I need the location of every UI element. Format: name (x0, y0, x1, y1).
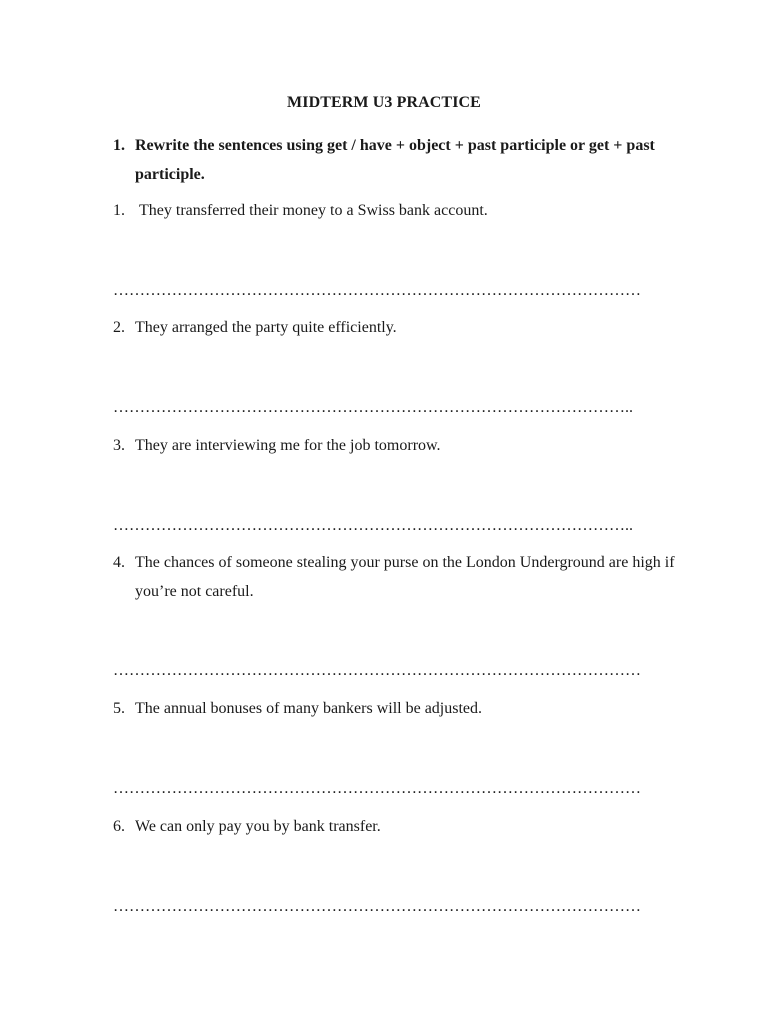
exercise-item-3 (113, 431, 693, 460)
item-number: 6. (113, 818, 125, 835)
answer-line-6[interactable]: ……………………………………………………………………………………… (113, 898, 641, 915)
item-sentence: They are interviewing me for the job tomorrow. (135, 437, 441, 454)
exercise-item-2 (113, 313, 693, 342)
item-sentence: They transferred their money to a Swiss bank account. (139, 202, 488, 219)
item-number: 1. (113, 202, 125, 219)
exercise-item-6 (113, 812, 693, 841)
instruction-text: Rewrite the sentences using get / have + object + past participle or get + past participle. (135, 137, 655, 183)
item-sentence: The annual bonuses of many bankers will be adjusted. (135, 700, 483, 717)
item-number: 4. (113, 554, 125, 571)
exercise-item-4 (113, 548, 693, 606)
exercise-item-1 (113, 196, 693, 225)
item-number: 5. (113, 700, 125, 717)
item-number: 3. (113, 437, 125, 454)
answer-line-3[interactable]: …………………………………………………………………………………….. (113, 517, 633, 534)
answer-line-4[interactable]: ……………………………………………………………………………………… (113, 662, 641, 679)
page-title: MIDTERM U3 PRACTICE (287, 94, 481, 111)
exercise-item-5 (113, 694, 693, 723)
answer-line-2[interactable]: …………………………………………………………………………………….. (113, 399, 633, 416)
exercise-instruction (113, 131, 693, 189)
answer-line-1[interactable]: ……………………………………………………………………………………… (113, 282, 641, 299)
item-sentence: They arranged the party quite efficiently. (135, 319, 397, 336)
answer-line-5[interactable]: ……………………………………………………………………………………… (113, 780, 641, 797)
item-sentence: We can only pay you by bank transfer. (135, 818, 381, 835)
item-sentence: The chances of someone stealing your purse on the London Underground are high if you’re not careful. (135, 554, 675, 600)
item-number: 2. (113, 319, 125, 336)
instruction-number: 1. (113, 137, 125, 154)
